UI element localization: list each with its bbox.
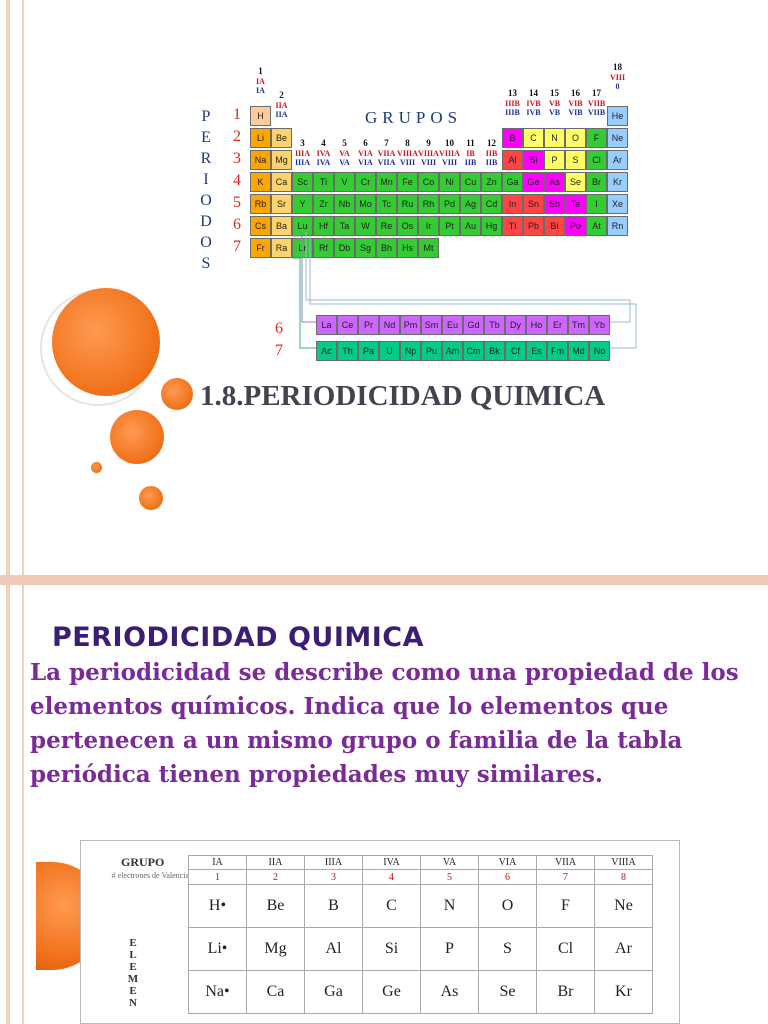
grupos-label: GRUPOS	[365, 108, 463, 127]
lewis-valence-row-cell: 4	[363, 870, 421, 885]
periodos-letter: O	[200, 234, 214, 251]
group-number: 13	[508, 88, 517, 98]
element-Be: Be	[271, 128, 292, 148]
group-label-blue: VIIB	[587, 108, 606, 117]
element-At: At	[586, 216, 607, 236]
element-H: H	[250, 106, 271, 126]
element-Tm: Tm	[568, 315, 589, 335]
period-number: 7	[233, 238, 241, 255]
period-number: 1	[233, 106, 241, 123]
group-label-red: VIII	[609, 73, 626, 82]
element-Mg: Mg	[271, 150, 292, 170]
group-label-red: IIA	[275, 101, 288, 110]
element-Mo: Mo	[355, 194, 376, 214]
element-Se: Se	[565, 172, 586, 192]
element-Br: Br	[586, 172, 607, 192]
lewis-element-row-cell: S	[479, 928, 537, 971]
periodos-letter: S	[201, 255, 213, 272]
group-label-blue: IIIB	[505, 108, 520, 117]
periodos-letter: D	[200, 213, 214, 230]
element-As: As	[544, 172, 565, 192]
element-Hs: Hs	[397, 238, 418, 258]
element-Pa: Pa	[358, 341, 379, 361]
group-label-red: VIIIA	[397, 149, 418, 158]
group-label-blue: VIII	[441, 158, 458, 167]
element-Es: Es	[526, 341, 547, 361]
element-Au: Au	[460, 216, 481, 236]
fblock-period-number: 7	[275, 342, 283, 359]
decor-circle-medium	[161, 378, 193, 410]
element-Gd: Gd	[463, 315, 484, 335]
group-number: 15	[550, 88, 559, 98]
element-Tc: Tc	[376, 194, 397, 214]
element-Te: Te	[565, 194, 586, 214]
lewis-group-row-cell: VIIIA	[595, 856, 653, 870]
periodos-letter: E	[201, 129, 213, 146]
element-In: In	[502, 194, 523, 214]
lewis-element-row-cell: Ge	[363, 971, 421, 1014]
elementos-letter: L	[129, 949, 137, 961]
lewis-element-row-cell: Br	[537, 971, 595, 1014]
element-Bh: Bh	[376, 238, 397, 258]
element-Hg: Hg	[481, 216, 502, 236]
element-Ar: Ar	[607, 150, 628, 170]
element-Ti: Ti	[313, 172, 334, 192]
lewis-valence-row-cell: 7	[537, 870, 595, 885]
element-Al: Al	[502, 150, 523, 170]
element-Np: Np	[400, 341, 421, 361]
lewis-element-row-cell: N	[421, 885, 479, 928]
lewis-element-row-cell: Li•	[189, 928, 247, 971]
decor-circle-small-2	[139, 486, 163, 510]
group-number: 18	[613, 62, 622, 72]
element-Os: Os	[397, 216, 418, 236]
lewis-group-row-cell: IVA	[363, 856, 421, 870]
group-number: 11	[466, 138, 475, 148]
element-Ho: Ho	[526, 315, 547, 335]
group-label-red: VIIA	[377, 149, 396, 158]
group-number: 5	[342, 138, 347, 148]
lewis-element-row-cell: Ga	[305, 971, 363, 1014]
element-Fe: Fe	[397, 172, 418, 192]
lewis-group-row-cell: IIIA	[305, 856, 363, 870]
element-Sr: Sr	[271, 194, 292, 214]
element-Re: Re	[376, 216, 397, 236]
lewis-element-row-cell: Al	[305, 928, 363, 971]
element-Fm: Fm	[547, 341, 568, 361]
element-Nb: Nb	[334, 194, 355, 214]
period-number: 2	[233, 128, 241, 145]
group-number: 16	[571, 88, 580, 98]
element-Ir: Ir	[418, 216, 439, 236]
group-label-blue: IA	[256, 86, 265, 95]
lewis-element-row-cell: F	[537, 885, 595, 928]
element-Tb: Tb	[484, 315, 505, 335]
element-Lu: Lu	[292, 216, 313, 236]
group-number: 4	[321, 138, 326, 148]
lewis-element-row-cell: Be	[247, 885, 305, 928]
group-label-blue: IIB	[464, 158, 477, 167]
element-Ni: Ni	[439, 172, 460, 192]
element-Pm: Pm	[400, 315, 421, 335]
lewis-element-row-cell: Se	[479, 971, 537, 1014]
element-Sc: Sc	[292, 172, 313, 192]
element-Cd: Cd	[481, 194, 502, 214]
lewis-element-row-cell: B	[305, 885, 363, 928]
element-Bi: Bi	[544, 216, 565, 236]
element-Ce: Ce	[337, 315, 358, 335]
element-Yb: Yb	[589, 315, 610, 335]
elementos-letter: E	[129, 985, 137, 997]
lewis-element-row-cell: Kr	[595, 971, 653, 1014]
element-Ta: Ta	[334, 216, 355, 236]
element-Th: Th	[337, 341, 358, 361]
lewis-element-row-cell: Na•	[189, 971, 247, 1014]
element-Er: Er	[547, 315, 568, 335]
lewis-element-row-cell: Ca	[247, 971, 305, 1014]
decor-circle-small	[91, 462, 102, 473]
element-Sg: Sg	[355, 238, 376, 258]
element-Ru: Ru	[397, 194, 418, 214]
elementos-label	[127, 937, 139, 1009]
slide-divider	[0, 575, 768, 585]
element-Mt: Mt	[418, 238, 439, 258]
element-Rf: Rf	[313, 238, 334, 258]
element-U: U	[379, 341, 400, 361]
group-label-red: IIIA	[294, 149, 311, 158]
lewis-element-row-cell: Mg	[247, 928, 305, 971]
element-Bk: Bk	[484, 341, 505, 361]
lewis-valence-row-cell: 1	[189, 870, 247, 885]
element-Sm: Sm	[421, 315, 442, 335]
element-K: K	[250, 172, 271, 192]
elementos-letter: M	[127, 973, 139, 985]
element-C: C	[523, 128, 544, 148]
element-Li: Li	[250, 128, 271, 148]
element-Ge: Ge	[523, 172, 544, 192]
element-W: W	[355, 216, 376, 236]
element-Lr: Lr	[292, 238, 313, 258]
group-label-blue: VIA	[358, 158, 373, 167]
periodos-letter: O	[200, 192, 214, 209]
group-label-red: VIA	[358, 149, 373, 158]
element-No: No	[589, 341, 610, 361]
lewis-element-row-cell: Si	[363, 928, 421, 971]
lewis-element-row-cell: Ne	[595, 885, 653, 928]
element-Co: Co	[418, 172, 439, 192]
element-Mn: Mn	[376, 172, 397, 192]
group-label-red: IVB	[526, 99, 541, 108]
section-title-1: 1.8.PERIODICIDAD QUIMICA	[200, 380, 606, 412]
group-number: 1	[258, 66, 263, 76]
left-stripe-outer	[6, 0, 10, 1024]
group-number: 6	[363, 138, 368, 148]
element-Dy: Dy	[505, 315, 526, 335]
group-label-blue: IIB	[485, 158, 498, 167]
lewis-valence-row-cell: 2	[247, 870, 305, 885]
group-number: 10	[445, 138, 454, 148]
element-Pr: Pr	[358, 315, 379, 335]
element-B: B	[502, 128, 523, 148]
element-O: O	[565, 128, 586, 148]
decor-circle-medium-2	[110, 410, 164, 464]
lewis-group-row-cell: VIIA	[537, 856, 595, 870]
group-number: 14	[529, 88, 538, 98]
element-Cs: Cs	[250, 216, 271, 236]
element-Hf: Hf	[313, 216, 334, 236]
group-label-red: IIB	[485, 149, 498, 158]
element-Sn: Sn	[523, 194, 544, 214]
lewis-structure-table	[80, 840, 680, 1024]
connector-line	[292, 258, 316, 348]
left-stripe-inner	[22, 0, 24, 1024]
element-F: F	[586, 128, 607, 148]
group-label-red: IIIB	[505, 99, 520, 108]
element-Xe: Xe	[607, 194, 628, 214]
element-Pb: Pb	[523, 216, 544, 236]
element-Ag: Ag	[460, 194, 481, 214]
periodic-table-figure	[200, 60, 690, 370]
group-number: 2	[279, 90, 284, 100]
element-V: V	[334, 172, 355, 192]
group-label-blue: VIB	[568, 108, 583, 117]
element-Ga: Ga	[502, 172, 523, 192]
lewis-valence-row-cell: 3	[305, 870, 363, 885]
lewis-element-row	[189, 928, 653, 971]
group-label-blue: IIA	[275, 110, 288, 119]
group-label-blue: IVA	[316, 158, 331, 167]
periodos-letter: I	[203, 171, 211, 188]
elementos-letter: N	[129, 997, 137, 1009]
element-Cm: Cm	[463, 341, 484, 361]
element-Cr: Cr	[355, 172, 376, 192]
lewis-element-row-cell: As	[421, 971, 479, 1014]
element-Fr: Fr	[250, 238, 271, 258]
group-number: 17	[592, 88, 601, 98]
element-Cf: Cf	[505, 341, 526, 361]
group-label-blue: 0	[615, 82, 620, 91]
element-Rb: Rb	[250, 194, 271, 214]
section-body: La periodicidad se describe como una propiedad de los elementos químicos. Indica que lo elementos que pertenecen a un mismo grupo o familia de la tabla periódica tienen propiedades muy similares.	[30, 659, 739, 788]
element-Pt: Pt	[439, 216, 460, 236]
element-Na: Na	[250, 150, 271, 170]
group-label-red: VIIIA	[439, 149, 460, 158]
lewis-element-row-cell: C	[363, 885, 421, 928]
element-Si: Si	[523, 150, 544, 170]
element-Db: Db	[334, 238, 355, 258]
group-label-blue: VIII	[420, 158, 437, 167]
grupo-label: GRUPO	[121, 855, 165, 869]
lewis-valence-row-cell: 6	[479, 870, 537, 885]
lewis-group-row-cell: VIA	[479, 856, 537, 870]
period-number: 4	[233, 172, 241, 189]
element-Md: Md	[568, 341, 589, 361]
element-He: He	[607, 106, 628, 126]
lewis-element-row-cell: Ar	[595, 928, 653, 971]
lewis-group-row-cell: IIA	[247, 856, 305, 870]
element-Kr: Kr	[607, 172, 628, 192]
group-label-red: VA	[339, 149, 350, 158]
period-number: 6	[233, 216, 241, 233]
lewis-grid	[188, 855, 653, 1014]
element-Cl: Cl	[586, 150, 607, 170]
group-label-red: IB	[466, 149, 475, 158]
element-Rn: Rn	[607, 216, 628, 236]
element-Ac: Ac	[316, 341, 337, 361]
fblock-period-number: 6	[275, 320, 283, 337]
group-label-blue: IVB	[526, 108, 541, 117]
element-I: I	[586, 194, 607, 214]
valence-label: # electrones de Valencia	[111, 871, 189, 880]
lewis-group-row	[189, 856, 653, 870]
element-Ra: Ra	[271, 238, 292, 258]
lewis-element-row-cell: Cl	[537, 928, 595, 971]
lewis-element-row-cell: P	[421, 928, 479, 971]
element-Ba: Ba	[271, 216, 292, 236]
group-number: 3	[300, 138, 305, 148]
lewis-group-row-cell: IA	[189, 856, 247, 870]
element-Zn: Zn	[481, 172, 502, 192]
group-label-blue: IIIA	[294, 158, 311, 167]
section-title-2: PERIODICIDAD QUIMICA	[52, 622, 425, 653]
periodos-letter: P	[201, 108, 213, 125]
element-Nd: Nd	[379, 315, 400, 335]
group-label-blue: VA	[339, 158, 350, 167]
group-number: 8	[405, 138, 410, 148]
lewis-element-row	[189, 971, 653, 1014]
lewis-element-row-cell: O	[479, 885, 537, 928]
elementos-letter: E	[129, 937, 137, 949]
element-Cu: Cu	[460, 172, 481, 192]
group-number: 9	[426, 138, 431, 148]
lewis-group-row-cell: VA	[421, 856, 479, 870]
element-Sb: Sb	[544, 194, 565, 214]
group-label-blue: VIIA	[377, 158, 396, 167]
group-label-red: VIB	[568, 99, 583, 108]
element-La: La	[316, 315, 337, 335]
element-Zr: Zr	[313, 194, 334, 214]
element-Y: Y	[292, 194, 313, 214]
element-N: N	[544, 128, 565, 148]
lewis-element-row	[189, 885, 653, 928]
element-Tl: Tl	[502, 216, 523, 236]
decor-circle-large	[52, 288, 160, 396]
group-number: 12	[487, 138, 496, 148]
lewis-element-row-cell: H•	[189, 885, 247, 928]
group-label-red: IVA	[316, 149, 331, 158]
element-Po: Po	[565, 216, 586, 236]
group-label-blue: VIII	[399, 158, 416, 167]
group-label-red: VB	[548, 99, 561, 108]
element-Pd: Pd	[439, 194, 460, 214]
element-Am: Am	[442, 341, 463, 361]
element-Eu: Eu	[442, 315, 463, 335]
element-Ne: Ne	[607, 128, 628, 148]
lewis-valence-row	[189, 870, 653, 885]
lewis-valence-row-cell: 5	[421, 870, 479, 885]
element-P: P	[544, 150, 565, 170]
element-Rh: Rh	[418, 194, 439, 214]
period-number: 3	[233, 150, 241, 167]
element-Pu: Pu	[421, 341, 442, 361]
lewis-valence-row-cell: 8	[595, 870, 653, 885]
periodos-letter: R	[200, 150, 214, 167]
period-number: 5	[233, 194, 241, 211]
element-S: S	[565, 150, 586, 170]
element-Ca: Ca	[271, 172, 292, 192]
group-label-blue: VB	[548, 108, 561, 117]
group-label-red: VIIIA	[418, 149, 439, 158]
group-number: 7	[384, 138, 389, 148]
group-label-red: IA	[256, 77, 265, 86]
group-label-red: VIIB	[587, 99, 606, 108]
elementos-letter: E	[129, 961, 137, 973]
